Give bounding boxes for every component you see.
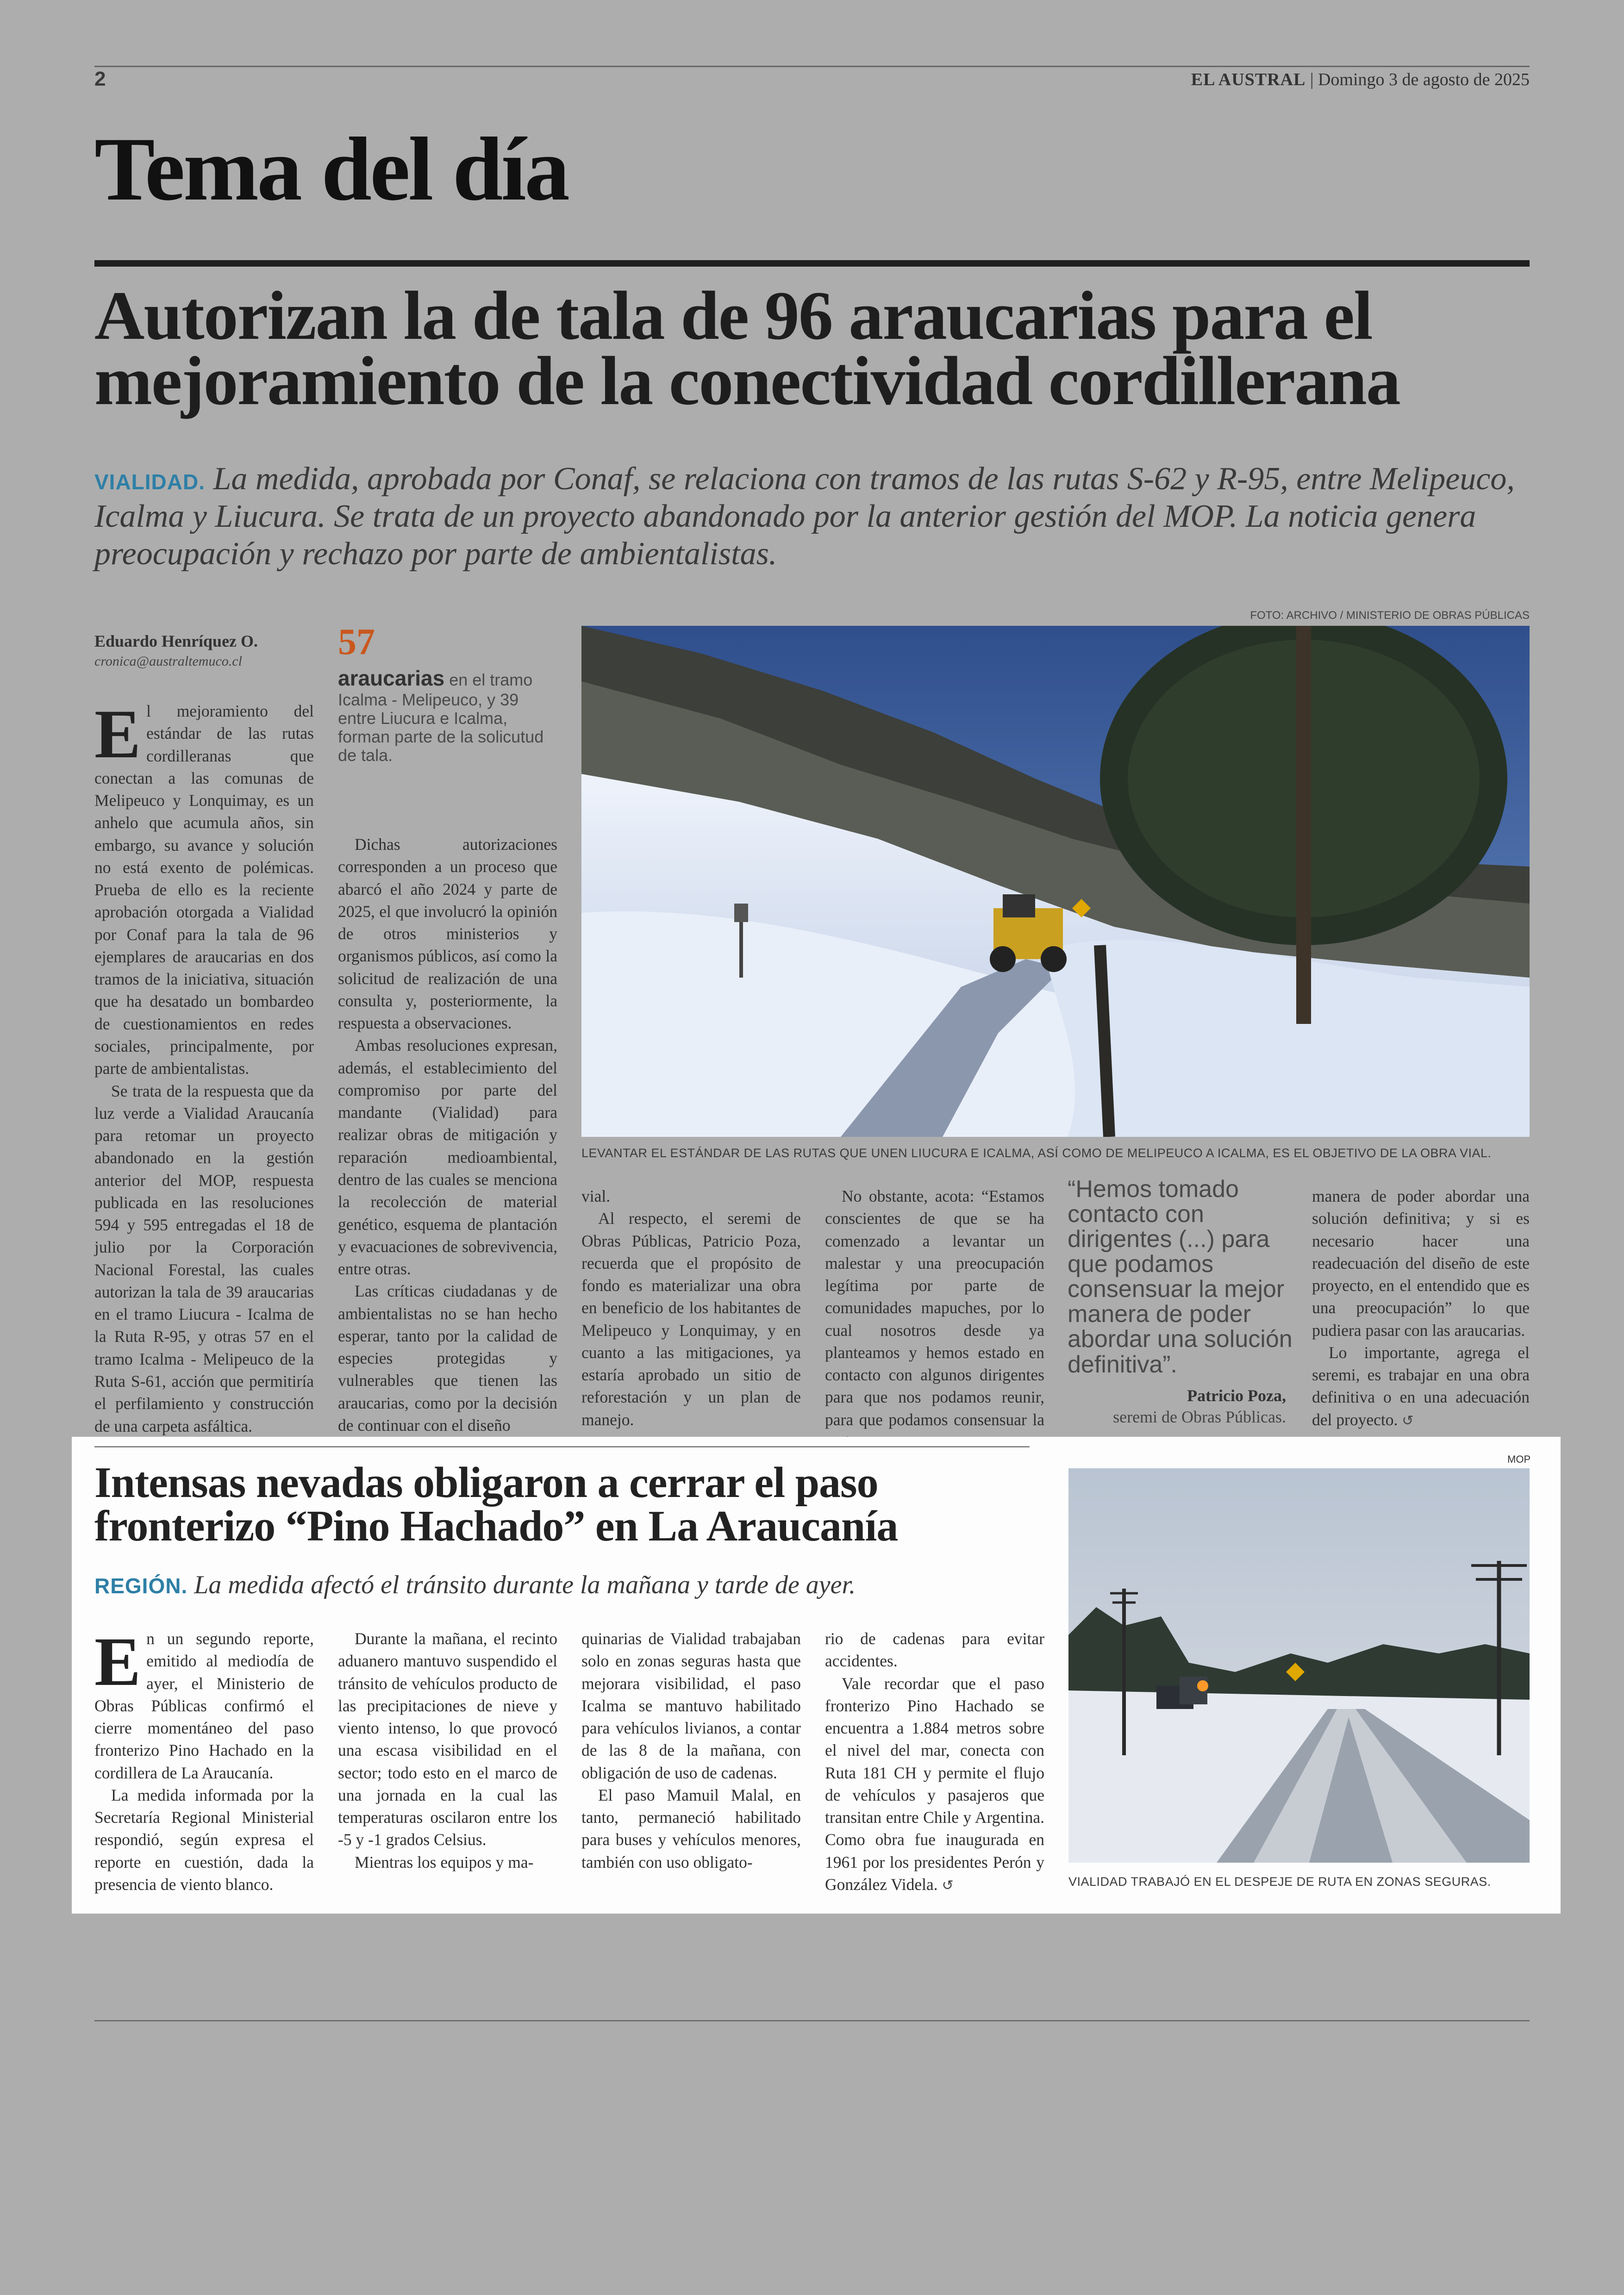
main-paragraph-10-text: Lo importante, agrega el seremi, es trabajar en una obra definitiva o en una adecuación del proyecto. bbox=[1312, 1343, 1530, 1429]
main-lead bbox=[94, 460, 1534, 573]
main-paragraph-7: Al respecto, el seremi de Obras Públicas, Patricio Poza, recuerda que el propósito de fondo es materializar una obra en beneficio de los habitantes de Melipeuco y Lonquimay, y en cuanto a las mitigaciones, ya estaría aprobado un sitio de reforestación y un plan de manejo. bbox=[581, 1209, 801, 1429]
main-paragraph-9: manera de poder abordar una solución definitiva; y si es necesario hacer una readecuación del diseño de este proyecto, en el entendido que es una preocupación” lo que pudiera pasar con las araucarias. bbox=[1312, 1187, 1530, 1340]
main-column-6 bbox=[1312, 1185, 1530, 1431]
publication-name: EL AUSTRAL bbox=[1191, 70, 1306, 89]
secondary-photo bbox=[1068, 1468, 1530, 1863]
secondary-drop-cap: E bbox=[94, 1623, 141, 1700]
main-paragraph-5: Las críticas ciudadanas y de ambientalistas no se han hecho esperar, tanto por la calidad de especies protegidas y vulnerables que tienen las araucarias, como por la decisión de continuar con el diseño bbox=[338, 1282, 557, 1434]
secondary-sublead bbox=[94, 1570, 1067, 1600]
snow-road-araucaria-image bbox=[581, 626, 1530, 1137]
main-column-4 bbox=[825, 1185, 1044, 1453]
stat-description: en el tramo Icalma - Melipeuco, y 39 entre Liucura e Icalma, forman parte de la solicutud de tala. bbox=[338, 670, 544, 765]
secondary-paragraph-4: Mientras los equipos y ma- bbox=[355, 1852, 534, 1871]
issue-date: Domingo 3 de agosto de 2025 bbox=[1318, 70, 1530, 89]
masthead bbox=[1191, 69, 1530, 90]
byline-name: Eduardo Henríquez O. bbox=[94, 632, 258, 650]
secondary-paragraph-7: rio de cadenas para evitar accidentes. bbox=[825, 1629, 1044, 1671]
main-column-3 bbox=[581, 1185, 801, 1431]
quote-author-role: seremi de Obras Públicas. bbox=[1113, 1408, 1286, 1426]
secondary-paragraph-3: Durante la mañana, el recinto aduanero mantuvo suspendido el tránsito de vehículos producto de las precipitaciones de nieve y viento intenso, lo que provocó una escasa visibilidad en el sector; todo esto en el marco de una jornada en la cual las temperaturas oscilaron entre los -5 y -1 grados Celsius. bbox=[338, 1629, 557, 1849]
masthead-separator: | bbox=[1305, 70, 1318, 89]
secondary-column-4 bbox=[825, 1628, 1044, 1896]
secondary-photo-caption: VIALIDAD TRABAJÓ EN EL DESPEJE DE RUTA EN ZONAS SEGURAS. bbox=[1068, 1875, 1491, 1889]
main-photo-caption: LEVANTAR EL ESTÁNDAR DE LAS RUTAS QUE UNEN LIUCURA E ICALMA, ASÍ COMO DE MELIPEUCO A ICALMA, ES EL OBJETIVO DE LA OBRA VIAL. bbox=[581, 1146, 1492, 1160]
section-title: Tema del día bbox=[94, 119, 568, 219]
secondary-column-2 bbox=[338, 1628, 557, 1873]
stat-number: 57 bbox=[338, 622, 375, 662]
main-paragraph-8: No obstante, acota: “Estamos conscientes de que se ha comenzado a levantar un malestar y una preocupación legítima por parte de comunidades mapuches, por lo cual nosotros desde ya planteamos y hemos estado en contacto con algunos dirigentes para que nos podamos reunir, para que podamos consensuar la bbox=[825, 1187, 1044, 1429]
secondary-column-1 bbox=[94, 1623, 314, 1896]
secondary-rule bbox=[94, 1446, 1030, 1447]
main-column-2 bbox=[338, 833, 557, 1436]
main-paragraph-1-text: l mejoramiento del estándar de las rutas cordilleranas que conectan a las comunas de Melipeuco y Lonquimay, es un anhelo que acumula años, sin embargo, su avance y solución no está exento de polémicas. Prueba de ello es la reciente aprobación otorgada a Vialidad por Conaf para la tala de 96 ejemplares de araucarias en dos tramos de la iniciativa, situación que ha desatado un bombardeo de cuestionamientos en redes sociales, principalmente, por parte de ambientalistas. bbox=[94, 702, 314, 1078]
page-number: 2 bbox=[94, 68, 106, 90]
secondary-kicker: REGIÓN. bbox=[94, 1574, 188, 1598]
secondary-paragraph-8-text: Vale recordar que el paso fronterizo Pino Hachado se encuentra a 1.884 metros sobre el nivel del mar, conecta con Ruta 181 CH y permite el flujo de vehículos y pasajeros que transitan entre Chile y Argentina. Como obra fue inaugurada en 1961 por los presidentes Perón y González Videla. bbox=[825, 1674, 1044, 1894]
secondary-end-mark-icon: ↺ bbox=[942, 1877, 954, 1894]
main-paragraph-1 bbox=[94, 696, 314, 1080]
end-mark-icon: ↺ bbox=[1402, 1412, 1414, 1429]
quote-author: Patricio Poza, bbox=[1187, 1386, 1286, 1405]
secondary-paragraph-1-text: n un segundo reporte, emitido al mediodía de ayer, el Ministerio de Obras Públicas confirmó el cierre momentáneo del paso fronterizo Pino Hachado en la cordillera de La Araucanía. bbox=[94, 1629, 314, 1782]
secondary-column-3 bbox=[581, 1628, 801, 1873]
secondary-paragraph-6: El paso Mamuil Malal, en tanto, permaneció habilitado para buses y vehículos menores, también con uso obligato- bbox=[581, 1785, 801, 1871]
secondary-paragraph-1 bbox=[94, 1623, 314, 1784]
pull-quote: “Hemos tomado contacto con dirigentes (...) para que podamos consensuar la mejor manera de poder abordar una solución definitiva”. bbox=[1068, 1176, 1293, 1378]
main-paragraph-4: Ambas resoluciones expresan, además, el establecimiento del compromiso por parte del mandante (Vialidad) para realizar obras de mitigación y reparación medioambiental, dentro de las cuales se menciona la recolección de material genético, esquema de plantación y evacuaciones de sobrevivencia, entre otras. bbox=[338, 1036, 557, 1278]
main-column-1 bbox=[94, 696, 314, 1437]
secondary-paragraph-5: quinarias de Vialidad trabajaban solo en zonas seguras hasta que mejorara visibilidad, el paso Icalma se mantuvo habilitado para vehículos livianos, a contar de las 8 de la mañana, con obligación de uso de cadenas. bbox=[581, 1629, 801, 1782]
byline bbox=[94, 631, 280, 669]
main-paragraph-6: vial. bbox=[581, 1187, 611, 1205]
main-paragraph-3: Dichas autorizaciones corresponden a un proceso que abarcó el año 2024 y parte de 2025, el que involucró la opinión de otros ministerios y organismos públicos, así como la solicitud de realización de una consulta y, posteriormente, la respuesta a observaciones. bbox=[338, 835, 557, 1033]
stat-text bbox=[338, 667, 560, 765]
secondary-paragraph-8 bbox=[825, 1672, 1044, 1896]
secondary-photo-credit: MOP bbox=[1507, 1453, 1531, 1465]
bottom-rule bbox=[94, 2020, 1530, 2021]
lead-kicker: VIALIDAD. bbox=[94, 470, 205, 494]
snowy-road-truck-image bbox=[1068, 1468, 1530, 1863]
drop-cap: E bbox=[94, 696, 141, 773]
main-paragraph-10 bbox=[1312, 1341, 1530, 1431]
secondary-paragraph-2: La medida informada por la Secretaría Regional Ministerial respondió, según expresa el reporte en cuestión, dada la presencia de viento blanco. bbox=[94, 1785, 314, 1894]
main-paragraph-2: Se trata de la respuesta que da luz verde a Vialidad Araucanía para retomar un proyecto abandonado en la gestión anterior del MOP, respuesta publicada en las resoluciones 594 y 595 entregadas el 18 de julio por la Corporación Nacional Forestal, las cuales autorizan la tala de 39 araucarias en el tramo Liucura - Icalma de la Ruta R-95, y otras 57 en el tramo Icalma - Melipeuco de la Ruta S-61, acción que permitiría el perfilamiento y construcción de una carpeta asfáltica. bbox=[94, 1081, 314, 1435]
stat-label: araucarias bbox=[338, 666, 445, 690]
top-rule bbox=[94, 66, 1530, 67]
section-rule bbox=[94, 260, 1530, 267]
secondary-sublead-text: La medida afectó el tránsito durante la mañana y tarde de ayer. bbox=[187, 1571, 856, 1599]
photo-credit: FOTO: ARCHIVO / MINISTERIO DE OBRAS PÚBLICAS bbox=[1250, 609, 1530, 622]
secondary-headline: Intensas nevadas obligaron a cerrar el paso fronterizo “Pino Hachado” en La Araucanía bbox=[94, 1459, 898, 1550]
main-photo bbox=[581, 626, 1530, 1137]
main-headline: Autorizan la de tala de 96 araucarias para el mejoramiento de la conectividad cordillerana bbox=[94, 277, 1400, 419]
lead-text: La medida, aprobada por Conaf, se relaciona con tramos de las rutas S-62 y R-95, entre Melipeuco, Icalma y Liucura. Se trata de un proyecto abandonado por la anterior gestión del MOP. La noticia genera preocupación y rechazo por parte de ambientalistas. bbox=[94, 461, 1515, 572]
byline-email: cronica@australtemuco.cl bbox=[94, 654, 242, 669]
